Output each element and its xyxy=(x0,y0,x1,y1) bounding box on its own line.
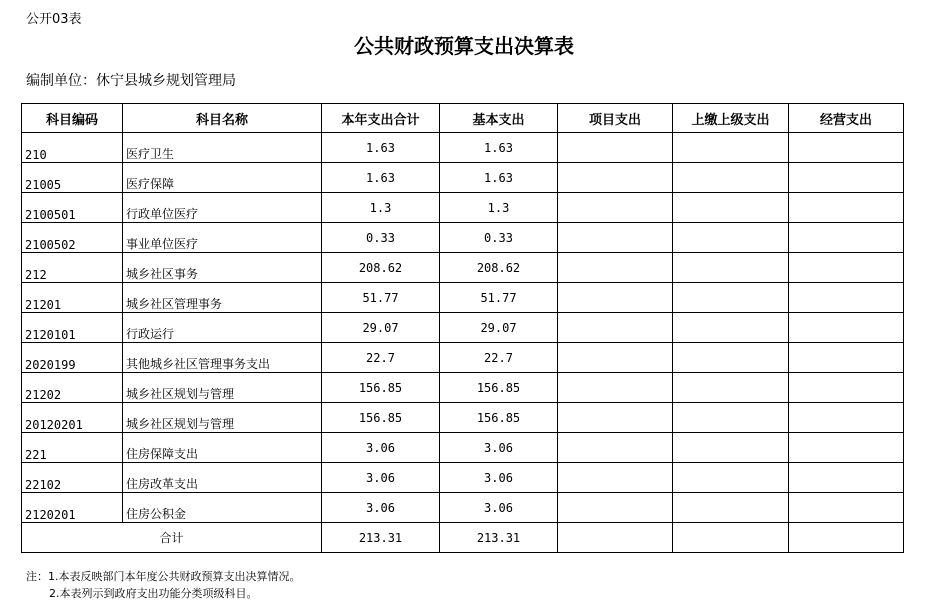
table-row xyxy=(22,133,904,163)
total-expenditure: 0.33 xyxy=(322,223,440,253)
subject-code: 212 xyxy=(22,253,123,283)
project-expenditure xyxy=(558,343,673,373)
remit-expenditure xyxy=(673,313,789,343)
basic-expenditure: 22.7 xyxy=(440,343,558,373)
table-row xyxy=(22,493,904,523)
column-header: 科目名称 xyxy=(123,104,322,133)
table-row xyxy=(22,373,904,403)
operating-expenditure xyxy=(789,223,904,253)
column-header: 上缴上级支出 xyxy=(673,104,789,133)
operating-expenditure xyxy=(789,433,904,463)
subject-code: 2120201 xyxy=(22,493,123,523)
operating-expenditure xyxy=(789,163,904,193)
total-expenditure: 213.31 xyxy=(322,523,440,553)
column-header: 项目支出 xyxy=(558,104,673,133)
table-row xyxy=(22,253,904,283)
total-expenditure: 3.06 xyxy=(322,433,440,463)
remit-expenditure xyxy=(673,343,789,373)
total-expenditure: 1.63 xyxy=(322,163,440,193)
subject-code: 21005 xyxy=(22,163,123,193)
remit-expenditure xyxy=(673,163,789,193)
operating-expenditure xyxy=(789,523,904,553)
remit-expenditure xyxy=(673,133,789,163)
remit-expenditure xyxy=(673,373,789,403)
table-row xyxy=(22,313,904,343)
table-row xyxy=(22,433,904,463)
remit-expenditure xyxy=(673,463,789,493)
total-row xyxy=(22,523,904,553)
total-label: 合计 xyxy=(22,523,322,553)
column-header: 科目编码 xyxy=(22,104,123,133)
report-code: 公开03表 xyxy=(26,12,82,27)
remit-expenditure xyxy=(673,433,789,463)
subject-name: 医疗卫生 xyxy=(123,133,322,163)
basic-expenditure: 1.63 xyxy=(440,163,558,193)
remit-expenditure xyxy=(673,403,789,433)
table-row xyxy=(22,223,904,253)
subject-code: 2020199 xyxy=(22,343,123,373)
subject-name: 住房公积金 xyxy=(123,493,322,523)
table-row xyxy=(22,343,904,373)
basic-expenditure: 3.06 xyxy=(440,493,558,523)
basic-expenditure: 51.77 xyxy=(440,283,558,313)
subject-name: 医疗保障 xyxy=(123,163,322,193)
basic-expenditure: 3.06 xyxy=(440,433,558,463)
table-row xyxy=(22,463,904,493)
project-expenditure xyxy=(558,223,673,253)
project-expenditure xyxy=(558,373,673,403)
project-expenditure xyxy=(558,163,673,193)
project-expenditure xyxy=(558,523,673,553)
operating-expenditure xyxy=(789,313,904,343)
project-expenditure xyxy=(558,403,673,433)
page-title: 公共财政预算支出决算表 xyxy=(354,34,574,58)
subject-name: 住房保障支出 xyxy=(123,433,322,463)
reporting-unit: 编制单位：休宁县城乡规划管理局 xyxy=(26,73,236,89)
total-expenditure: 3.06 xyxy=(322,463,440,493)
remit-expenditure xyxy=(673,493,789,523)
remit-expenditure xyxy=(673,523,789,553)
total-expenditure: 51.77 xyxy=(322,283,440,313)
project-expenditure xyxy=(558,283,673,313)
project-expenditure xyxy=(558,433,673,463)
basic-expenditure: 156.85 xyxy=(440,373,558,403)
project-expenditure xyxy=(558,493,673,523)
subject-code: 21202 xyxy=(22,373,123,403)
total-expenditure: 1.63 xyxy=(322,133,440,163)
subject-code: 221 xyxy=(22,433,123,463)
remit-expenditure xyxy=(673,253,789,283)
basic-expenditure: 3.06 xyxy=(440,463,558,493)
total-expenditure: 22.7 xyxy=(322,343,440,373)
subject-code: 210 xyxy=(22,133,123,163)
basic-expenditure: 29.07 xyxy=(440,313,558,343)
expenditure-table xyxy=(21,103,904,553)
basic-expenditure: 0.33 xyxy=(440,223,558,253)
table-row xyxy=(22,163,904,193)
subject-name: 行政单位医疗 xyxy=(123,193,322,223)
table-header-row xyxy=(22,104,904,133)
footnotes xyxy=(26,568,301,602)
basic-expenditure: 1.3 xyxy=(440,193,558,223)
project-expenditure xyxy=(558,313,673,343)
operating-expenditure xyxy=(789,253,904,283)
operating-expenditure xyxy=(789,493,904,523)
total-expenditure: 1.3 xyxy=(322,193,440,223)
total-expenditure: 29.07 xyxy=(322,313,440,343)
subject-code: 21201 xyxy=(22,283,123,313)
subject-name: 城乡社区管理事务 xyxy=(123,283,322,313)
total-expenditure: 208.62 xyxy=(322,253,440,283)
total-expenditure: 156.85 xyxy=(322,373,440,403)
column-header: 基本支出 xyxy=(440,104,558,133)
project-expenditure xyxy=(558,193,673,223)
operating-expenditure xyxy=(789,133,904,163)
total-expenditure: 3.06 xyxy=(322,493,440,523)
operating-expenditure xyxy=(789,373,904,403)
basic-expenditure: 213.31 xyxy=(440,523,558,553)
column-header: 经营支出 xyxy=(789,104,904,133)
subject-name: 城乡社区事务 xyxy=(123,253,322,283)
subject-name: 事业单位医疗 xyxy=(123,223,322,253)
subject-code: 2100501 xyxy=(22,193,123,223)
basic-expenditure: 156.85 xyxy=(440,403,558,433)
operating-expenditure xyxy=(789,193,904,223)
total-expenditure: 156.85 xyxy=(322,403,440,433)
subject-name: 行政运行 xyxy=(123,313,322,343)
project-expenditure xyxy=(558,253,673,283)
remit-expenditure xyxy=(673,283,789,313)
subject-code: 2100502 xyxy=(22,223,123,253)
column-header: 本年支出合计 xyxy=(322,104,440,133)
operating-expenditure xyxy=(789,463,904,493)
subject-code: 2120101 xyxy=(22,313,123,343)
operating-expenditure xyxy=(789,343,904,373)
subject-name: 住房改革支出 xyxy=(123,463,322,493)
table-row xyxy=(22,283,904,313)
subject-code: 22102 xyxy=(22,463,123,493)
footnote: 注：1.本表反映部门本年度公共财政预算支出决算情况。 xyxy=(26,570,301,583)
subject-name: 城乡社区规划与管理 xyxy=(123,373,322,403)
subject-code: 20120201 xyxy=(22,403,123,433)
operating-expenditure xyxy=(789,403,904,433)
table-row xyxy=(22,193,904,223)
footnote: 2.本表列示到政府支出功能分类项级科目。 xyxy=(49,587,258,600)
basic-expenditure: 1.63 xyxy=(440,133,558,163)
subject-name: 城乡社区规划与管理 xyxy=(123,403,322,433)
basic-expenditure: 208.62 xyxy=(440,253,558,283)
project-expenditure xyxy=(558,463,673,493)
subject-name: 其他城乡社区管理事务支出 xyxy=(123,343,322,373)
table-row xyxy=(22,403,904,433)
operating-expenditure xyxy=(789,283,904,313)
project-expenditure xyxy=(558,133,673,163)
remit-expenditure xyxy=(673,193,789,223)
remit-expenditure xyxy=(673,223,789,253)
